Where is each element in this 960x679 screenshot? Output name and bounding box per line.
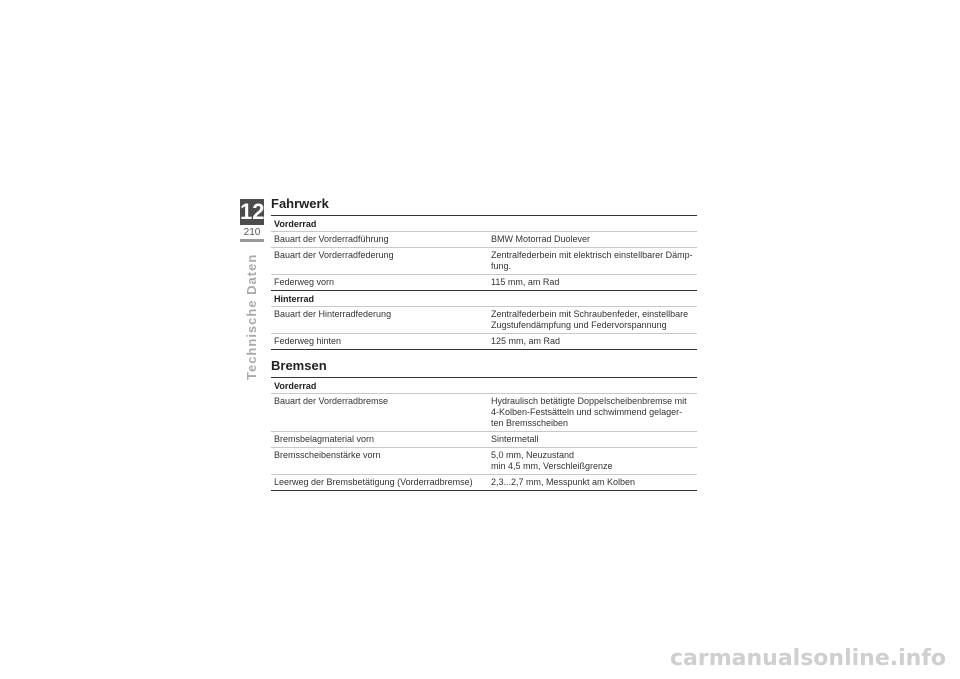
table-row: [271, 231, 697, 247]
row-label: Federweg vorn: [274, 277, 335, 287]
table-row: [271, 431, 697, 447]
page-number: 210: [240, 227, 264, 242]
row-label: Bauart der Vorderradfederung: [274, 250, 394, 260]
side-chapter-title: Technische Daten: [244, 253, 259, 380]
table-end-rule: [271, 349, 697, 350]
group-header: Hinterrad: [271, 290, 697, 306]
row-label: Bauart der Vorderradführung: [274, 234, 389, 244]
watermark-text: carmanualsonline.info: [670, 646, 946, 671]
row-label: Federweg hinten: [274, 336, 342, 346]
row-label: Bauart der Hinterradfederung: [274, 309, 392, 319]
row-value: 125 mm, am Rad: [491, 336, 561, 346]
row-value: 5,0 mm, Neuzustand min 4,5 mm, Verschleißgrenze: [491, 450, 613, 471]
section-title: Bremsen: [271, 358, 327, 373]
table-row: [271, 447, 697, 474]
row-value: BMW Motorrad Duolever: [491, 234, 591, 244]
row-value: Hydraulisch betätigte Doppelscheibenbremse mit 4-Kolben-Festsätteln und schwimmend gelager- ten Bremsscheiben: [491, 396, 687, 428]
section-title: Fahrwerk: [271, 196, 329, 211]
row-value: Zentralfederbein mit elektrisch einstellbarer Dämp- fung.: [491, 250, 693, 271]
group-header: Vorderrad: [271, 215, 697, 231]
chapter-number: 12: [240, 199, 265, 224]
row-value: Zentralfederbein mit Schraubenfeder, einstellbare Zugstufendämpfung und Federvorspannung: [491, 309, 689, 330]
spec-content: [271, 196, 697, 499]
group-header: Vorderrad: [271, 377, 697, 393]
row-value: Sintermetall: [491, 434, 539, 444]
row-label: Bremsscheibenstärke vorn: [274, 450, 381, 460]
table-row: [271, 247, 697, 274]
table-row: [271, 474, 697, 490]
table-row: [271, 333, 697, 349]
row-label: Bremsbelagmaterial vorn: [274, 434, 375, 444]
row-value: 2,3...2,7 mm, Messpunkt am Kolben: [491, 477, 636, 487]
section-fahrwerk: [271, 196, 697, 350]
row-label: Leerweg der Bremsbetätigung (Vorderradbremse): [274, 477, 473, 487]
table-row: [271, 306, 697, 333]
row-value: 115 mm, am Rad: [491, 277, 560, 287]
section-bremsen: [271, 358, 697, 491]
table-end-rule: [271, 490, 697, 491]
table-row: [271, 274, 697, 290]
row-label: Bauart der Vorderradbremse: [274, 396, 389, 406]
table-row: [271, 393, 697, 431]
